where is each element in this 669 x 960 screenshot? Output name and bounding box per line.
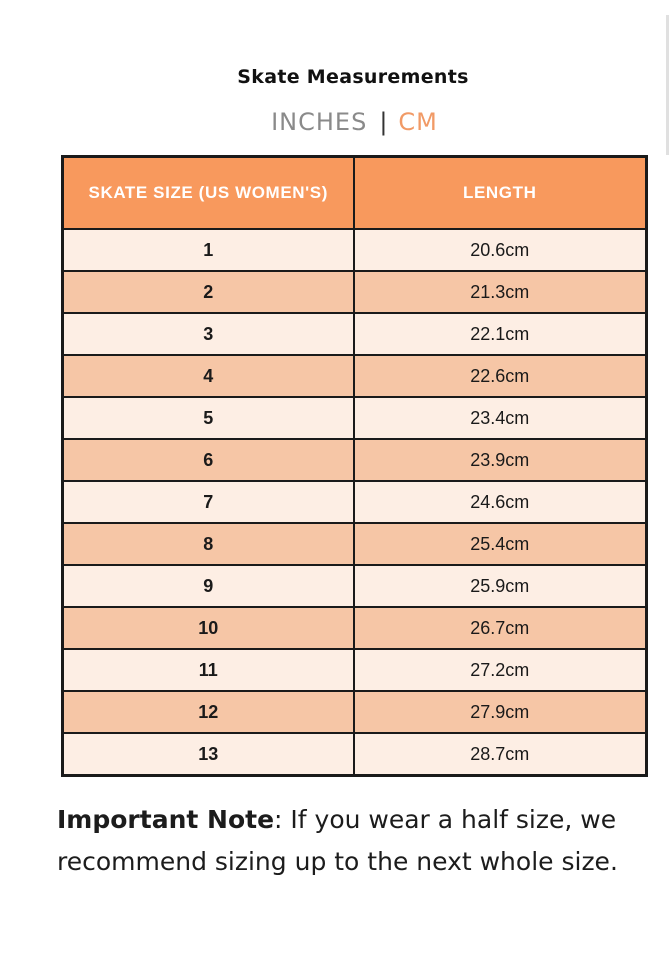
length-cell: 25.4cm <box>354 523 647 565</box>
skate-size-cell: 11 <box>63 649 354 691</box>
table-header-row <box>63 157 647 230</box>
unit-separator: | <box>379 108 389 136</box>
note-text: : If you wear a half size, we recommend sizing up to the next whole size. <box>57 805 618 876</box>
length-cell: 22.1cm <box>354 313 647 355</box>
page-title: Skate Measurements <box>237 66 469 88</box>
table-row <box>63 691 647 733</box>
skate-size-cell: 3 <box>63 313 354 355</box>
skate-size-cell: 5 <box>63 397 354 439</box>
table-row <box>63 565 647 607</box>
table-body <box>63 229 647 776</box>
table-row <box>63 229 647 271</box>
unit-toggle <box>0 108 669 136</box>
table-row <box>63 397 647 439</box>
skate-size-cell: 12 <box>63 691 354 733</box>
table-row <box>63 313 647 355</box>
length-cell: 27.9cm <box>354 691 647 733</box>
length-cell: 22.6cm <box>354 355 647 397</box>
table-row <box>63 439 647 481</box>
table-row <box>63 523 647 565</box>
length-cell: 23.9cm <box>354 439 647 481</box>
skate-size-cell: 8 <box>63 523 354 565</box>
skate-size-cell: 6 <box>63 439 354 481</box>
skate-size-cell: 4 <box>63 355 354 397</box>
length-cell: 24.6cm <box>354 481 647 523</box>
table-row <box>63 271 647 313</box>
table-row <box>63 649 647 691</box>
skate-size-cell: 1 <box>63 229 354 271</box>
table-row <box>63 733 647 776</box>
skate-size-cell: 10 <box>63 607 354 649</box>
skate-size-cell: 13 <box>63 733 354 776</box>
skate-size-cell: 9 <box>63 565 354 607</box>
length-cell: 25.9cm <box>354 565 647 607</box>
column-header-length: LENGTH <box>354 157 647 230</box>
important-note <box>57 799 637 883</box>
size-chart-table <box>61 155 648 777</box>
length-cell: 23.4cm <box>354 397 647 439</box>
length-cell: 21.3cm <box>354 271 647 313</box>
length-cell: 27.2cm <box>354 649 647 691</box>
length-cell: 26.7cm <box>354 607 647 649</box>
skate-size-cell: 2 <box>63 271 354 313</box>
table-row <box>63 355 647 397</box>
column-header-skate-size: SKATE SIZE (US WOMEN'S) <box>63 157 354 230</box>
note-label: Important Note <box>57 805 275 834</box>
unit-option-inches[interactable]: INCHES <box>271 108 368 136</box>
skate-size-cell: 7 <box>63 481 354 523</box>
length-cell: 20.6cm <box>354 229 647 271</box>
length-cell: 28.7cm <box>354 733 647 776</box>
table-row <box>63 607 647 649</box>
table-row <box>63 481 647 523</box>
unit-option-cm[interactable]: CM <box>398 108 438 136</box>
